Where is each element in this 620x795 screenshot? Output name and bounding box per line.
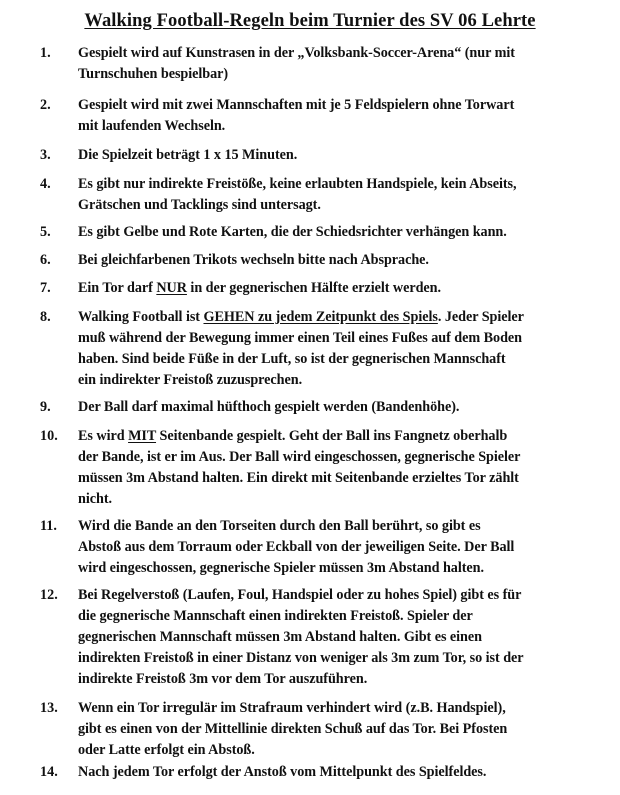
rule-line (78, 397, 562, 418)
rule-text (78, 222, 562, 243)
rule-line (78, 349, 562, 370)
rule-text-segment: Es gibt Gelbe und Rote Karten, die der Schiedsrichter verhängen kann. (78, 224, 507, 240)
rule-text-segment: gibt es einen von der Mittellinie direkten Schuß auf das Tor. Bei Pfosten (78, 721, 508, 737)
rule-text (78, 585, 562, 690)
rule-text-segment: Nach jedem Tor erfolgt der Anstoß vom Mittelpunkt des Spielfeldes. (78, 764, 487, 780)
rule-line (78, 537, 562, 558)
rule-text-segment: nicht. (78, 491, 112, 507)
rule-text-segment: Gespielt wird auf Kunstrasen in der „Volksbank-Soccer-Arena“ (nur mit (78, 45, 515, 61)
rule-text-segment: muß während der Bewegung immer einen Teil eines Fußes auf dem Boden (78, 330, 522, 346)
rule-text-segment: wird eingeschossen, gegnerische Spieler müssen 3m Abstand halten. (78, 560, 484, 576)
rule-text-segment: Bei gleichfarbenen Trikots wechseln bitte nach Absprache. (78, 252, 429, 268)
rule-line (78, 698, 562, 719)
rule-text-segment: Der Ball darf maximal hüfthoch gespielt werden (Bandenhöhe). (78, 399, 460, 415)
rule-text (78, 250, 562, 271)
rule-line (78, 606, 562, 627)
rule-text (78, 426, 562, 510)
rule-line (78, 222, 562, 243)
rule-number: 4. (40, 176, 51, 192)
rule-number: 1. (40, 45, 51, 61)
underlined-text: NUR (156, 280, 187, 296)
rule-line (78, 648, 562, 669)
rule-line (78, 558, 562, 579)
rule-text-segment: die gegnerische Mannschaft einen indirekten Freistoß. Spieler der (78, 608, 473, 624)
rule-text-segment: indirekten Freistoß in einer Distanz von weniger als 3m zum Tor, so ist der (78, 650, 524, 666)
rule-text-segment: Wird die Bande an den Torseiten durch den Ball berührt, so gibt es (78, 518, 481, 534)
rule-line (78, 174, 562, 195)
rule-line (78, 762, 562, 783)
rule-line (78, 116, 562, 137)
rule-text-segment: müssen 3m Abstand halten. Ein direkt mit Seitenbande erzieltes Tor zählt (78, 470, 519, 486)
rule-text-segment: indirekte Freistoß 3m vor dem Tor auszuführen. (78, 671, 368, 687)
rule-number: 10. (40, 428, 58, 444)
rule-line (78, 719, 562, 740)
rule-text-segment: Die Spielzeit beträgt 1 x 15 Minuten. (78, 147, 298, 163)
rule-line (78, 370, 562, 391)
underlined-text: MIT (128, 428, 157, 444)
rule-text-segment: der Bande, ist er im Aus. Der Ball wird eingeschossen, gegnerische Spieler (78, 449, 521, 465)
rule-number: 13. (40, 700, 58, 716)
rule-line (78, 627, 562, 648)
rule-line (78, 250, 562, 271)
rule-text-segment: Es wird (78, 428, 129, 444)
rule-text (78, 174, 562, 216)
underlined-text: GEHEN zu jedem Zeitpunkt des Spiels (203, 309, 438, 325)
rule-line (78, 669, 562, 690)
rule-line (78, 145, 562, 166)
rule-text-segment: in der gegnerischen Hälfte erzielt werden. (186, 280, 442, 296)
rule-text-segment: haben. Sind beide Füße in der Luft, so ist der gegnerischen Mannschaft (78, 351, 506, 367)
rule-line (78, 585, 562, 606)
rule-line (78, 64, 562, 85)
rule-number: 3. (40, 147, 51, 163)
rule-line (78, 307, 562, 328)
rule-text (78, 145, 562, 166)
rule-text (78, 43, 562, 85)
rule-number: 9. (40, 399, 51, 415)
rule-text-segment: oder Latte erfolgt ein Abstoß. (78, 742, 255, 758)
rule-line (78, 426, 562, 447)
rule-line (78, 328, 562, 349)
rule-line (78, 278, 562, 299)
rule-line (78, 43, 562, 64)
rule-number: 14. (40, 764, 58, 780)
rule-line (78, 468, 562, 489)
rule-number: 12. (40, 587, 58, 603)
rule-line (78, 447, 562, 468)
rule-line (78, 740, 562, 761)
rule-number: 8. (40, 309, 51, 325)
rule-line (78, 516, 562, 537)
rule-number: 5. (40, 224, 51, 240)
rule-line (78, 489, 562, 510)
rule-text-segment: Abstoß aus dem Torraum oder Eckball von der jeweiligen Seite. Der Ball (78, 539, 515, 555)
rule-text (78, 397, 562, 418)
rule-text-segment: ein indirekter Freistoß zuzusprechen. (78, 372, 303, 388)
rule-text-segment: Gespielt wird mit zwei Mannschaften mit je 5 Feldspielern ohne Torwart (78, 97, 515, 113)
rule-text (78, 278, 562, 299)
rule-number: 11. (40, 518, 57, 534)
rule-text-segment: . Jeder Spieler (437, 309, 524, 325)
rule-text-segment: Grätschen und Tacklings sind untersagt. (78, 197, 321, 213)
rule-text-segment: mit laufenden Wechseln. (78, 118, 226, 134)
page-title: Walking Football-Regeln beim Turnier des SV 06 Lehrte (84, 11, 536, 31)
rule-text (78, 516, 562, 579)
rule-text-segment: Es gibt nur indirekte Freistöße, keine erlaubten Handspiele, kein Abseits, (78, 176, 517, 192)
rule-line (78, 195, 562, 216)
rule-text (78, 762, 562, 783)
rule-text-segment: Bei Regelverstoß (Laufen, Foul, Handspiel oder zu hohes Spiel) gibt es für (78, 587, 522, 603)
rule-number: 7. (40, 280, 51, 296)
rule-text-segment: Ein Tor darf (78, 280, 157, 296)
rule-number: 2. (40, 97, 51, 113)
rule-text (78, 95, 562, 137)
rule-text-segment: Seitenbande gespielt. Geht der Ball ins Fangnetz oberhalb (156, 428, 508, 444)
rule-number: 6. (40, 252, 51, 268)
rule-line (78, 95, 562, 116)
rule-text (78, 307, 562, 391)
rule-text-segment: Wenn ein Tor irregulär im Strafraum verhindert wird (z.B. Handspiel), (78, 700, 506, 716)
rule-text-segment: Walking Football ist (78, 309, 204, 325)
rule-text-segment: gegnerischen Mannschaft müssen 3m Abstand halten. Gibt es einen (78, 629, 482, 645)
rule-text-segment: Turnschuhen bespielbar) (78, 66, 229, 82)
rule-text (78, 698, 562, 761)
